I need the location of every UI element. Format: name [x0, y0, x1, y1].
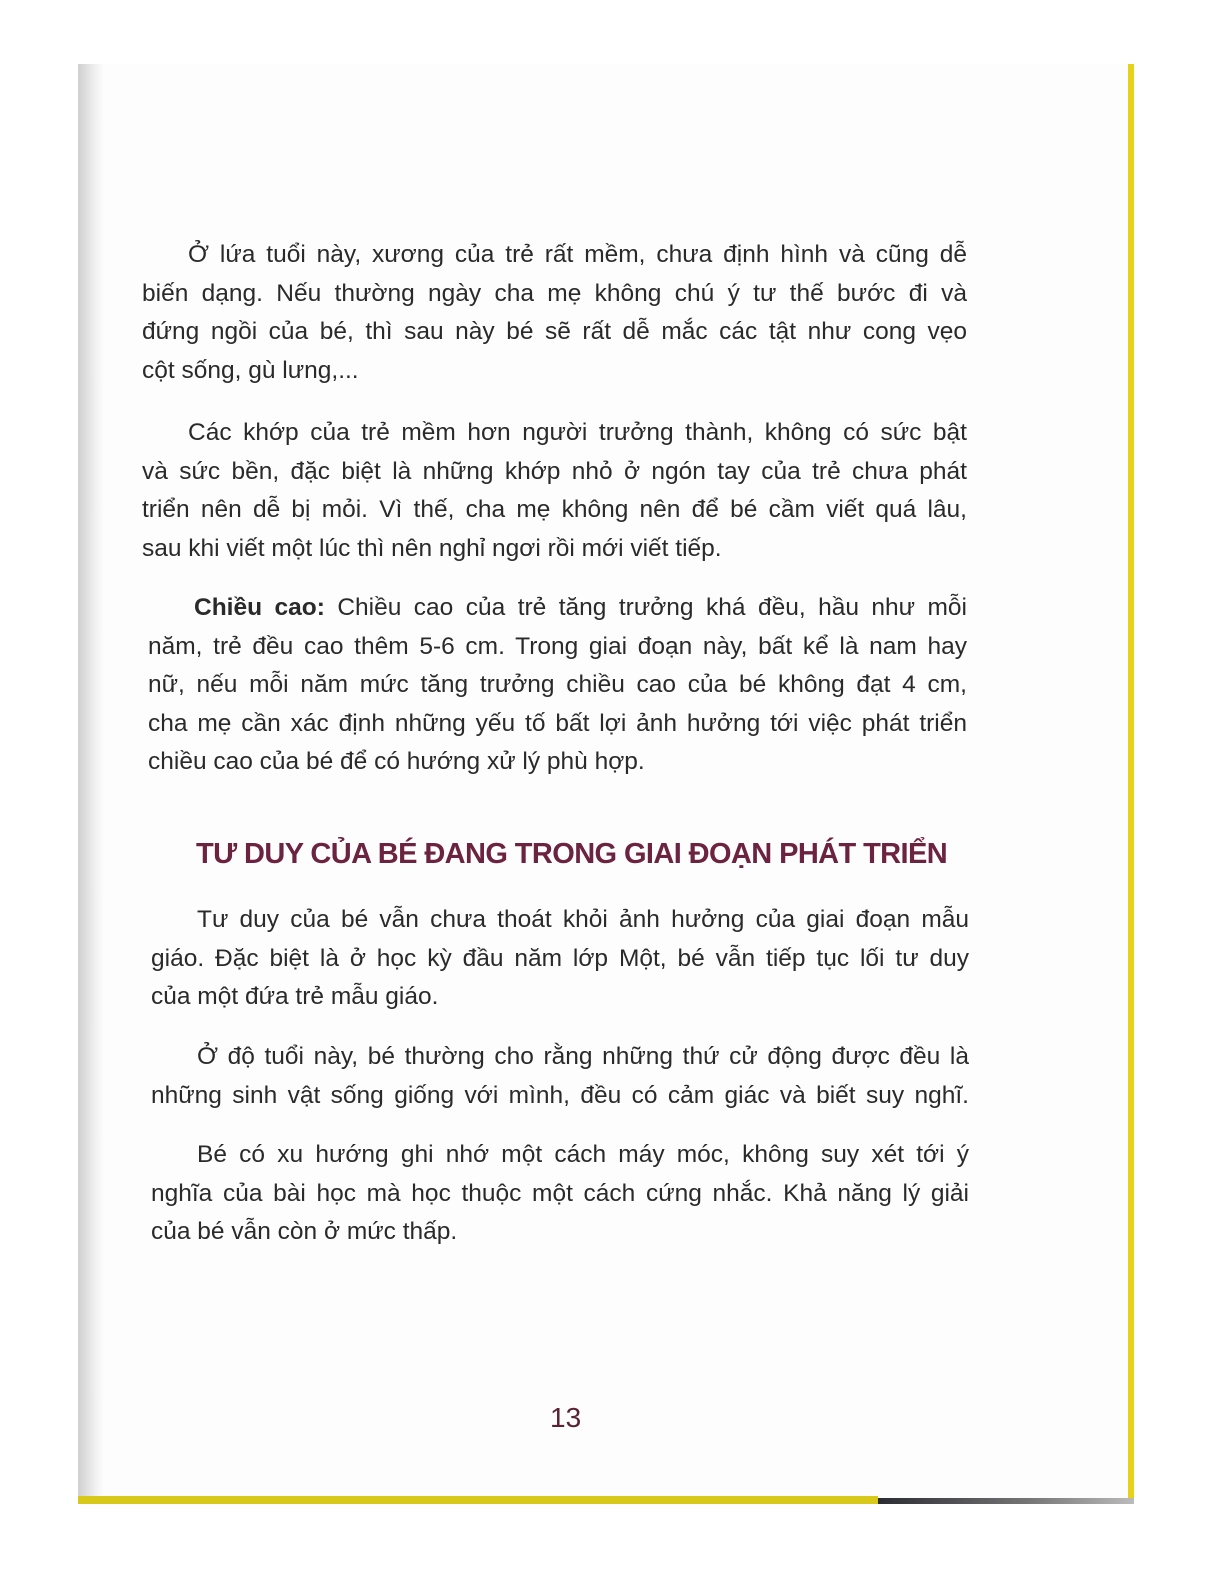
- paragraph-memory: [151, 1136, 969, 1252]
- text-line: và sức bền, đặc biệt là những khớp nhỏ ở ngón tay của trẻ chưa phát: [142, 457, 967, 485]
- paragraph-height: [148, 589, 967, 782]
- text-line: [148, 589, 967, 628]
- height-label: Chiều cao:: [194, 594, 325, 621]
- page-number: 13: [550, 1402, 582, 1433]
- text-line: giáo. Đặc biệt là ở học kỳ đầu năm lớp Một, bé vẫn tiếp tục lối tư duy: [151, 944, 969, 972]
- text-line: nghĩa của bài học mà học thuộc một cách cứng nhắc. Khả năng lý giải: [151, 1179, 969, 1207]
- text-line: những sinh vật sống giống với mình, đều có cảm giác và biết suy nghĩ.: [151, 1081, 969, 1109]
- text-line: năm, trẻ đều cao thêm 5-6 cm. Trong giai đoạn này, bất kể là nam hay: [148, 632, 967, 660]
- text-line: triển nên dễ bị mỏi. Vì thế, cha mẹ không nên để bé cầm viết quá lâu,: [142, 496, 967, 524]
- text-line: biến dạng. Nếu thường ngày cha mẹ không chú ý tư thế bước đi và: [142, 279, 967, 307]
- text-line: Bé có xu hướng ghi nhớ một cách máy móc, không suy xét tới ý: [197, 1141, 969, 1168]
- text-line: cha mẹ cần xác định những yếu tố bất lợi ảnh hưởng tới việc phát triển: [148, 709, 967, 737]
- text-line: Ở độ tuổi này, bé thường cho rằng những thứ cử động được đều là: [197, 1043, 969, 1070]
- text-line: đứng ngồi của bé, thì sau này bé sẽ rất dễ mắc các tật như cong vẹo: [142, 318, 967, 346]
- text-span: Chiều cao của trẻ tăng trưởng khá đều, hầu như mỗi: [324, 594, 967, 621]
- paragraph-joints: [142, 414, 967, 568]
- text-line: của bé vẫn còn ở mức thấp.: [151, 1218, 458, 1246]
- background-edge: [878, 1498, 1134, 1504]
- text-line: Các khớp của trẻ mềm hơn người trưởng thành, không có sức bật: [188, 419, 967, 446]
- text-line: Tư duy của bé vẫn chưa thoát khỏi ảnh hưởng của giai đoạn mẫu: [197, 906, 969, 933]
- cover-edge-right: [1128, 64, 1134, 1500]
- text-line: sau khi viết một lúc thì nên nghỉ ngơi rồi mới viết tiếp.: [142, 534, 722, 562]
- paragraph-bones: [142, 236, 967, 390]
- text-line: của một đứa trẻ mẫu giáo.: [151, 983, 439, 1011]
- paragraph-thinking: [151, 901, 969, 1017]
- section-heading: TƯ DUY CỦA BÉ ĐANG TRONG GIAI ĐOẠN PHÁT TRIỂN: [196, 838, 948, 870]
- text-line: cột sống, gù lưng,...: [142, 356, 359, 384]
- paragraph-animism: [151, 1038, 969, 1115]
- page-spine-shadow: [78, 64, 104, 1500]
- text-line: nữ, nếu mỗi năm mức tăng trưởng chiều cao của bé không đạt 4 cm,: [148, 671, 967, 699]
- text-line: Ở lứa tuổi này, xương của trẻ rất mềm, chưa định hình và cũng dễ: [188, 241, 967, 268]
- text-line: chiều cao của bé để có hướng xử lý phù hợp.: [148, 748, 645, 776]
- cover-edge-bottom: [78, 1496, 878, 1504]
